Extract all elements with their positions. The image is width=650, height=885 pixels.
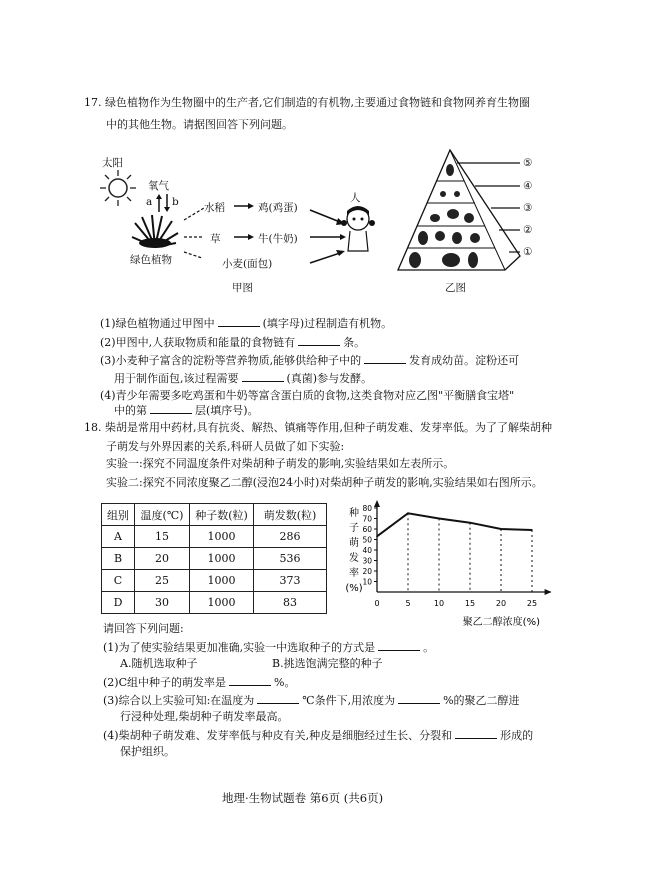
column-header: 萌发数(粒) bbox=[254, 504, 327, 526]
green-plant-icon bbox=[130, 213, 180, 248]
answer-blank[interactable] bbox=[150, 403, 192, 414]
cell: D bbox=[102, 592, 135, 614]
food-pyramid bbox=[395, 148, 525, 278]
cow-label: 牛(牛奶) bbox=[258, 233, 298, 245]
pyramid-level-2: ② bbox=[523, 224, 533, 236]
page-footer: 地理·生物试题卷 第6页 (共6页) bbox=[222, 791, 384, 805]
cell: C bbox=[102, 570, 135, 592]
data-point bbox=[438, 518, 440, 520]
cell: 286 bbox=[254, 526, 327, 548]
cell: 1000 bbox=[190, 548, 254, 570]
experiment-1: 实验一:探究不同温度条件对柴胡种子萌发的影响,实验结果如左表所示。 bbox=[106, 457, 455, 470]
q18-sub4-cont: 保护组织。 bbox=[120, 745, 175, 758]
grass-label: 草 bbox=[210, 233, 221, 245]
cell: 536 bbox=[254, 548, 327, 570]
q18-stem-line1: 18. 柴胡是常用中药材,具有抗炎、解热、镇痛等作用,但种子萌发难、发芽率低。为了了解柴胡种 bbox=[84, 421, 552, 434]
cell: 30 bbox=[135, 592, 190, 614]
cell: 25 bbox=[135, 570, 190, 592]
pyramid-level-3: ③ bbox=[523, 202, 533, 214]
q17-stem-line2: 中的其他生物。请据图回答下列问题。 bbox=[106, 118, 293, 131]
q17-sub2: (2)甲图中,人获取物质和能量的食物链有 条。 bbox=[100, 336, 366, 349]
cell: A bbox=[102, 526, 135, 548]
y-tick-label: 50 bbox=[362, 535, 372, 545]
y-tick-label: 30 bbox=[362, 556, 372, 566]
y-axis-label: 种 bbox=[349, 508, 359, 519]
y-axis-label: 发 bbox=[349, 553, 359, 564]
pyramid-level-5: ⑤ bbox=[523, 157, 533, 169]
green-plant-label: 绿色植物 bbox=[130, 254, 172, 266]
x-tick-label: 0 bbox=[374, 599, 380, 608]
x-axis-label: 聚乙二醇浓度(%) bbox=[462, 617, 540, 628]
column-header: 温度(℃) bbox=[135, 504, 190, 526]
y-tick-label: 40 bbox=[362, 546, 372, 555]
y-axis-label: 率 bbox=[349, 568, 359, 579]
pyramid-level-4: ④ bbox=[523, 180, 533, 192]
q17-sub1: (1)绿色植物通过甲图中 (填字母)过程制造有机物。 bbox=[100, 317, 393, 330]
pyramid-level-1: ① bbox=[523, 246, 533, 258]
answer-blank[interactable] bbox=[398, 693, 440, 704]
x-tick-label: 15 bbox=[464, 599, 476, 608]
table-row bbox=[102, 592, 327, 614]
germination-rate-line bbox=[377, 513, 532, 536]
child-icon bbox=[340, 205, 376, 255]
q17-sub3-cont: 用于制作面包,该过程需要 (真菌)参与发酵。 bbox=[114, 372, 373, 385]
q18-prompt: 请回答下列问题: bbox=[103, 622, 184, 635]
cell: 1000 bbox=[190, 570, 254, 592]
answer-blank[interactable] bbox=[455, 728, 497, 739]
q17-stem-line1: 17. 绿色植物作为生物圈中的生产者,它们制造的有机物,主要通过食物链和食物网养育生物圈 bbox=[84, 96, 530, 109]
sun-label: 太阳 bbox=[102, 157, 123, 169]
x-tick-label: 25 bbox=[526, 599, 538, 608]
answer-blank[interactable] bbox=[242, 371, 284, 382]
data-point bbox=[376, 536, 378, 538]
cell: 1000 bbox=[190, 592, 254, 614]
table-header-row bbox=[102, 504, 327, 526]
germination-chart bbox=[340, 498, 570, 633]
answer-blank[interactable] bbox=[229, 675, 271, 686]
y-axis-label: 子 bbox=[349, 523, 359, 534]
y-tick-label: 70 bbox=[362, 514, 372, 524]
process-b-label: b bbox=[172, 196, 179, 208]
cell: 15 bbox=[135, 526, 190, 548]
x-axis-arrow bbox=[545, 589, 552, 595]
q18-option-b: B.挑选饱满完整的种子 bbox=[272, 657, 383, 670]
oxygen-arrows-icon bbox=[154, 193, 172, 213]
table-row bbox=[102, 526, 327, 548]
answer-blank[interactable] bbox=[218, 316, 260, 327]
table-row bbox=[102, 548, 327, 570]
q17-sub3: (3)小麦种子富含的淀粉等营养物质,能够供给种子中的 发育成幼苗。淀粉还可 bbox=[100, 354, 520, 367]
q17-sub4-cont: 中的第 层(填序号)。 bbox=[114, 404, 259, 417]
oxygen-label: 氧气 bbox=[148, 180, 169, 192]
x-tick-label: 10 bbox=[433, 599, 445, 608]
cell: 1000 bbox=[190, 526, 254, 548]
q18-option-a: A.随机选取种子 bbox=[120, 657, 198, 670]
q18-sub4: (4)柴胡种子萌发难、发芽率低与种皮有关,种皮是细胞经过生长、分裂和 形成的 bbox=[103, 729, 534, 742]
y-axis-label: (%) bbox=[345, 583, 363, 594]
sun-icon bbox=[98, 168, 138, 208]
answer-blank[interactable] bbox=[298, 335, 340, 346]
chicken-label: 鸡(鸡蛋) bbox=[258, 202, 298, 214]
x-tick-label: 20 bbox=[495, 599, 507, 608]
cell: 83 bbox=[254, 592, 327, 614]
q18-sub3-cont: 行浸种处理,柴胡种子萌发率最高。 bbox=[120, 710, 289, 723]
answer-blank[interactable] bbox=[364, 353, 406, 364]
process-a-label: a bbox=[146, 196, 153, 208]
table-row bbox=[102, 570, 327, 592]
y-tick-label: 10 bbox=[362, 577, 372, 587]
y-axis-arrow bbox=[374, 500, 380, 507]
human-label: 人 bbox=[350, 192, 361, 204]
figure-yi-caption: 乙图 bbox=[445, 282, 466, 294]
figure-jia-caption: 甲图 bbox=[232, 282, 253, 294]
q18-sub1: (1)为了使实验结果更加准确,实验一中选取种子的方式是 。 bbox=[103, 641, 435, 654]
rice-label: 水稻 bbox=[204, 202, 225, 214]
answer-blank[interactable] bbox=[257, 693, 299, 704]
results-table bbox=[101, 503, 327, 614]
cell: 20 bbox=[135, 548, 190, 570]
y-tick-label: 80 bbox=[362, 504, 372, 513]
y-tick-label: 20 bbox=[362, 567, 372, 576]
answer-blank[interactable] bbox=[378, 640, 420, 651]
cell: 373 bbox=[254, 570, 327, 592]
x-tick-label: 5 bbox=[405, 599, 411, 608]
data-point bbox=[469, 522, 471, 524]
column-header: 种子数(粒) bbox=[190, 504, 254, 526]
column-header: 组别 bbox=[102, 504, 135, 526]
q18-sub3: (3)综合以上实验可知:在温度为 ℃条件下,用浓度为 %的聚乙二醇进 bbox=[103, 694, 520, 707]
q17-sub4: (4)青少年需要多吃鸡蛋和牛奶等富含蛋白质的食物,这类食物对应乙图"平衡膳食宝塔" bbox=[100, 389, 515, 402]
q18-stem-line2: 子萌发与外界因素的关系,科研人员做了如下实验: bbox=[106, 440, 345, 453]
q18-sub2: (2)C组中种子的萌发率是 %。 bbox=[103, 676, 296, 689]
experiment-2: 实验二:探究不同浓度聚乙二醇(浸泡24小时)对柴胡种子萌发的影响,实验结果如右图所示。 bbox=[106, 476, 543, 489]
y-tick-label: 60 bbox=[362, 525, 372, 534]
y-axis-label: 萌 bbox=[349, 538, 359, 549]
data-point bbox=[407, 512, 409, 514]
cell: B bbox=[102, 548, 135, 570]
data-point bbox=[531, 529, 533, 531]
data-point bbox=[500, 528, 502, 530]
wheat-label: 小麦(面包) bbox=[222, 258, 273, 270]
